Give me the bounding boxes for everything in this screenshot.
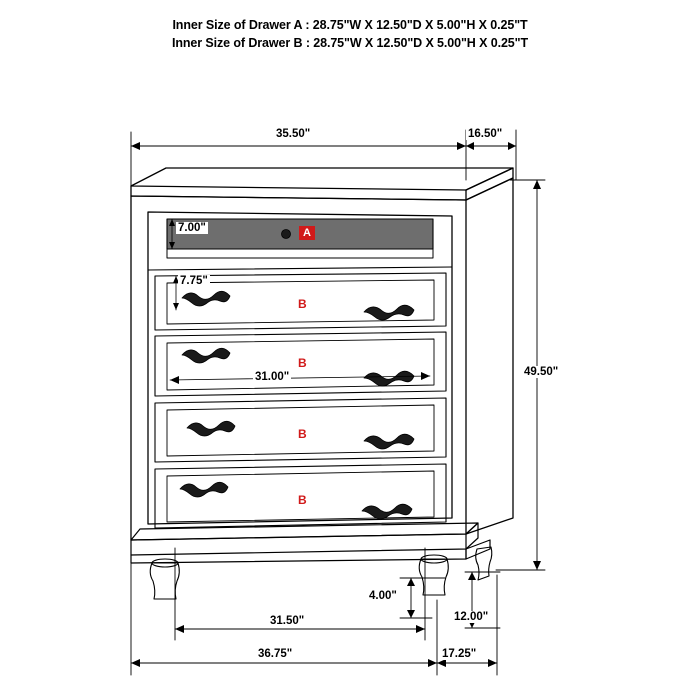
compartment-divider [148,267,452,270]
label-drawer-b-1: B [298,297,307,311]
dim-overall-depth: 17.25" [442,648,477,660]
drawer-handles [180,291,414,519]
dim-base-depth: 12.00" [454,611,489,623]
label-drawer-b-2: B [298,356,307,370]
header-line-2: Inner Size of Drawer B : 28.75"W X 12.50"D X 5.00"H X 0.25"T [171,36,529,50]
chest-legs [150,547,492,599]
dim-top-depth: 16.50" [468,128,503,140]
dim-overall-width: 36.75" [258,648,293,660]
header-line-1: Inner Size of Drawer A : 28.75"W X 12.50"D X 5.00"H X 0.25"T [172,18,528,32]
dim-top-width: 35.50" [276,128,311,140]
label-drawer-b-3: B [298,427,307,441]
dim-leg-height: 4.00" [369,590,397,602]
label-drawer-b-4: B [298,493,307,507]
dim-drawer-inner-width: 31.00" [255,371,290,383]
dim-base-width: 31.50" [270,615,305,627]
dim-overall-height: 49.50" [524,366,559,378]
chest-base [131,523,490,563]
dimension-lines-top [131,130,516,186]
dim-drawer-face-height: 7.75" [180,275,208,287]
dim-panel-height: 7.00" [178,222,206,234]
label-drawer-a: A [299,226,315,240]
